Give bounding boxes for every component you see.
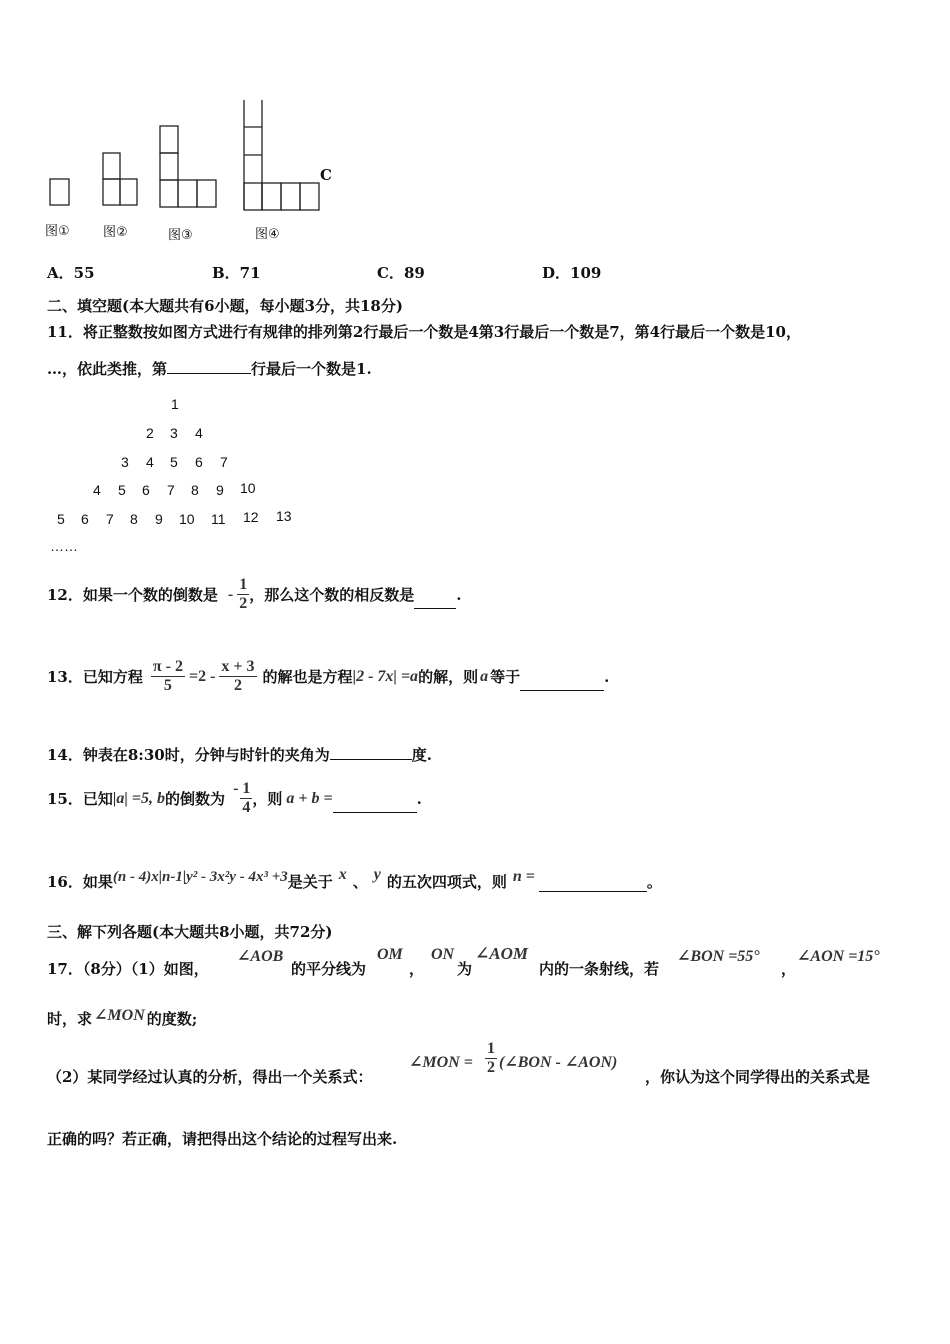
q12-text-pre: 12．如果一个数的倒数是 — [47, 586, 218, 604]
q17-line2-post: 的度数; — [146, 1010, 198, 1028]
q17-om: OM — [377, 946, 403, 963]
q12-denominator: 2 — [239, 595, 248, 612]
q16-separator: 、 — [352, 873, 368, 891]
triangle-number: 9 — [155, 511, 163, 527]
q14 — [47, 744, 432, 765]
q17-line2-pre: 时，求 — [47, 1010, 93, 1028]
q16-end: 。 — [646, 873, 662, 891]
q13-mid: =2 - — [188, 667, 216, 685]
q16-var-n: n = — [512, 868, 535, 885]
q15-answer-blank[interactable] — [333, 798, 417, 813]
q12-end: . — [456, 585, 462, 604]
q14-text-pre: 14．钟表在8:30时，分钟与时针的夹角为 — [47, 746, 330, 764]
triangle-number: 7 — [167, 482, 175, 498]
q17-angle-aon: ∠AON =15° — [797, 948, 880, 965]
q12-numerator: 1 — [239, 576, 248, 593]
q17-part2 — [47, 1040, 927, 1090]
section2-heading: 二、填空题(本大题共有6小题，每小题3分，共18分) — [47, 297, 403, 315]
q17-relation-fraction — [485, 1040, 497, 1077]
q17-relation-rhs: (∠BON - ∠AON) — [499, 1054, 618, 1071]
q17-text-1: 的平分线为 — [291, 960, 367, 978]
q17-angle-mon: ∠MON — [94, 1006, 145, 1024]
q16-text-pre: 16．如果 — [47, 873, 113, 891]
q15-denominator: 4 — [242, 799, 251, 816]
q13 — [47, 658, 609, 695]
q12 — [47, 576, 461, 613]
q13-equation-2: |2 - 7x| =a — [352, 667, 419, 685]
q13-fraction-1 — [151, 658, 185, 695]
q17-separator: ， — [781, 960, 797, 978]
figure-label-c: C — [320, 166, 332, 184]
q13-var-a: a — [480, 667, 489, 685]
q12-answer-blank[interactable] — [414, 594, 456, 609]
option-c: C．89 — [377, 264, 425, 282]
q13-fraction-2 — [219, 658, 256, 695]
q17-relation-lhs: ∠MON = — [409, 1054, 473, 1071]
q16-var-y: y — [373, 866, 381, 883]
triangle-number: 7 — [220, 454, 228, 470]
q16-polynomial: (n - 4)x|n-1|y² - 3x²y - 4x³ +3 — [112, 869, 288, 885]
q13-end: . — [604, 667, 610, 686]
q15-text-2: 的倒数为 — [165, 790, 226, 808]
triangle-number: 10 — [179, 511, 195, 527]
option-b: B．71 — [212, 264, 261, 282]
section3-heading: 三、解下列各题(本大题共8小题，共72分) — [47, 923, 333, 941]
q15-expression: a + b = — [286, 789, 333, 807]
caption-fig3: 图③ — [168, 228, 193, 243]
triangle-number: 1 — [171, 396, 179, 412]
triangle-number: 4 — [146, 454, 154, 470]
option-d: D．109 — [542, 264, 602, 282]
caption-fig2: 图② — [103, 225, 128, 240]
q15-fraction — [240, 780, 252, 817]
q15-equation: |a| =5, b — [112, 789, 166, 807]
triangle-number: 5 — [170, 454, 178, 470]
q11-text-post: 行最后一个数是1. — [251, 360, 372, 378]
q17-comma: ， — [409, 960, 425, 978]
q16-var-x: x — [338, 866, 347, 883]
q12-minus: - — [227, 585, 234, 603]
q17-text-pre: 17．（8分）（1）如图， — [47, 960, 209, 978]
q16 — [47, 866, 662, 892]
q17-line2 — [47, 1008, 197, 1029]
caption-fig4: 图④ — [255, 227, 280, 242]
q17-text-2: 为 — [457, 960, 473, 978]
q17-angle-bon: ∠BON =55° — [677, 948, 760, 965]
q15-text-pre: 15．已知 — [47, 790, 113, 808]
triangle-number: 5 — [118, 482, 126, 498]
q16-text-2: 是关于 — [287, 873, 333, 891]
q15-numerator: 1 — [242, 780, 251, 797]
triangle-number: 5 — [57, 511, 65, 527]
q17-angle-aom: ∠AOM — [475, 944, 528, 963]
q14-text-post: 度. — [411, 746, 432, 764]
q12-fraction — [237, 576, 249, 613]
triangle-number: 3 — [170, 425, 178, 441]
triangle-number: 7 — [106, 511, 114, 527]
triangle-ellipsis: …… — [50, 538, 78, 554]
triangle-number: 11 — [211, 511, 226, 527]
q13-text-2: 的解也是方程 — [262, 668, 353, 686]
q16-answer-blank[interactable] — [539, 877, 647, 892]
q11-line1: 11．将正整数按如图方式进行有规律的排列第2行最后一个数是4第3行最后一个数是7，第4行最后一个数是10， — [47, 323, 801, 341]
option-a: A．55 — [47, 264, 95, 282]
triangle-number: 4 — [195, 425, 203, 441]
q17-line4: 正确的吗？若正确，请把得出这个结论的过程写出来. — [47, 1130, 398, 1148]
q17-part2-post: ，你认为这个同学得出的关系式是 — [645, 1068, 871, 1086]
q13-answer-blank[interactable] — [520, 676, 604, 691]
triangle-number: 2 — [146, 425, 154, 441]
q17-relation-numerator: 1 — [487, 1040, 495, 1057]
q16-text-3: 的五次四项式，则 — [386, 873, 507, 891]
q17-line1 — [47, 946, 927, 978]
q13-f1-numerator: π - 2 — [152, 658, 183, 675]
triangle-number: 13 — [276, 508, 292, 524]
q13-text-4: 等于 — [490, 668, 521, 686]
triangle-number: 4 — [93, 482, 101, 498]
q17-text-3: 内的一条射线，若 — [539, 960, 660, 978]
q17-on: ON — [431, 946, 455, 963]
triangle-number: 6 — [195, 454, 203, 470]
q13-text-pre: 13．已知方程 — [47, 668, 143, 686]
q15 — [47, 780, 422, 817]
caption-fig1: 图① — [45, 224, 70, 239]
triangle-number: 10 — [240, 480, 256, 496]
q13-text-3: 的解，则 — [418, 668, 479, 686]
number-triangle — [0, 0, 950, 560]
q15-minus: - — [233, 779, 239, 797]
q15-text-3: ，则 — [252, 790, 283, 808]
q17-angle-aob: ∠AOB — [237, 948, 284, 965]
triangle-number: 6 — [142, 482, 150, 498]
triangle-number: 9 — [216, 482, 224, 498]
triangle-number: 12 — [243, 509, 259, 525]
q15-end: . — [416, 789, 422, 808]
q12-text-post: ，那么这个数的相反数是 — [249, 586, 415, 604]
q13-f1-denominator: 5 — [151, 676, 185, 695]
triangle-number: 3 — [121, 454, 129, 470]
q14-answer-blank[interactable] — [330, 745, 412, 760]
q17-part2-pre: （2）某同学经过认真的分析，得出一个关系式： — [47, 1068, 373, 1086]
triangle-number: 6 — [81, 511, 89, 527]
q11-text-pre: …，依此类推，第 — [47, 360, 168, 378]
triangle-number: 8 — [130, 511, 138, 527]
triangle-number: 8 — [191, 482, 199, 498]
q13-f2-numerator: x + 3 — [221, 658, 255, 675]
q17-relation-denominator: 2 — [487, 1059, 495, 1076]
q13-f2-denominator: 2 — [219, 676, 256, 695]
